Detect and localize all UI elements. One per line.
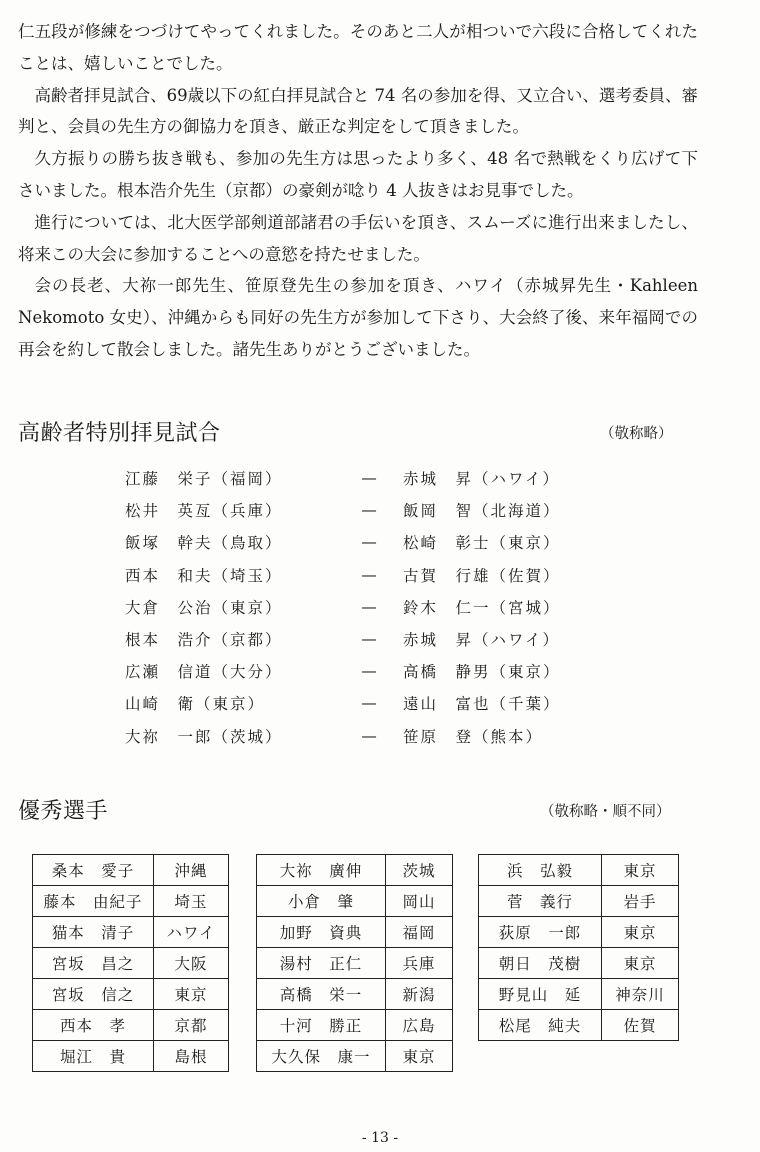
match-row — [125, 687, 585, 719]
athlete-prefecture: 東京 — [386, 1041, 453, 1072]
paragraph: 進行については、北大医学部剣道部諸君の手伝いを頂き、スムーズに進行出来ましたし、将来この大会に参加することへの意慾を持たせました。 — [18, 212, 698, 264]
match-row — [125, 559, 585, 591]
athlete-name: 菅 義行 — [479, 886, 602, 917]
athlete-name: 大久保 康一 — [257, 1041, 386, 1072]
athlete-prefecture: 兵庫 — [386, 948, 453, 979]
athlete-prefecture: 神奈川 — [602, 979, 679, 1010]
elderly-section-title: 高齢者特別拝見試合 — [18, 421, 221, 446]
match-right: 笹原 登（熊本） — [403, 727, 544, 746]
table-row — [33, 948, 229, 979]
athlete-prefecture: 埼玉 — [154, 886, 229, 917]
table-row — [33, 886, 229, 917]
athlete-prefecture: 新潟 — [386, 979, 453, 1010]
match-left: 広瀬 信道（大分） — [125, 663, 283, 682]
athlete-name: 桑本 愛子 — [33, 855, 154, 886]
athlete-name: 荻原 一郎 — [479, 917, 602, 948]
paragraph: 仁五段が修練をつづけてやってくれました。そのあと二人が相ついで六段に合格してくれたことは、嬉しいことでした。 — [18, 22, 698, 73]
paragraph: 久方振りの勝ち抜き戦も、参加の先生方は思ったより多く、48 名で熱戦をくり広げて下さいました。根本浩介先生（京都）の豪剣が唸り 4 人抜きはお見事でした。 — [18, 149, 698, 200]
athlete-prefecture: 沖縄 — [154, 855, 229, 886]
table-row — [479, 948, 679, 979]
match-row — [125, 623, 585, 655]
match-list — [125, 462, 585, 752]
table-row — [479, 917, 679, 948]
paragraph: 高齢者拝見試合、69歳以下の紅白拝見試合と 74 名の参加を得、又立合い、選考委員、審判と、会員の先生方の御協力を頂き、厳正な判定をして頂きました。 — [18, 85, 698, 137]
athlete-prefecture: 岡山 — [386, 886, 453, 917]
athlete-name: 十河 勝正 — [257, 1010, 386, 1041]
table-row — [479, 979, 679, 1010]
athlete-name: 堀江 貴 — [33, 1041, 154, 1072]
match-left: 大祢 一郎（茨城） — [125, 727, 283, 746]
athlete-name: 宮坂 昌之 — [33, 948, 154, 979]
match-dash: — — [361, 469, 377, 488]
table-row — [479, 1010, 679, 1041]
athlete-name: 猫本 清子 — [33, 917, 154, 948]
athlete-name: 松尾 純夫 — [479, 1010, 602, 1041]
athlete-name: 小倉 肇 — [257, 886, 386, 917]
athlete-prefecture: 佐賀 — [602, 1010, 679, 1041]
match-dash: — — [361, 726, 377, 745]
athlete-prefecture: 大阪 — [154, 948, 229, 979]
match-left: 根本 浩介（京都） — [125, 631, 283, 650]
athlete-table-1 — [32, 854, 229, 1072]
table-row — [257, 1010, 453, 1041]
table-row — [479, 886, 679, 917]
match-dash: — — [361, 662, 377, 681]
athlete-prefecture: 茨城 — [386, 855, 453, 886]
match-right: 鈴木 仁一（宮城） — [403, 598, 561, 617]
athlete-name: 朝日 茂樹 — [479, 948, 602, 979]
table-row — [257, 886, 453, 917]
elderly-section-note: （敬称略） — [600, 426, 673, 442]
table-row — [33, 855, 229, 886]
match-right: 古賀 行雄（佐賀） — [403, 566, 561, 585]
athlete-prefecture: 福岡 — [386, 917, 453, 948]
athlete-prefecture: 東京 — [602, 948, 679, 979]
match-row — [125, 462, 585, 494]
match-left: 山崎 衛（東京） — [125, 695, 266, 714]
match-right: 赤城 昇（ハワイ） — [403, 631, 561, 650]
match-dash: — — [361, 533, 377, 552]
excellent-section-note: （敬称略・順不同） — [540, 804, 671, 820]
table-row — [33, 917, 229, 948]
paragraph: 会の長老、大祢一郎先生、笹原登先生の参加を頂き、ハワイ（赤城昇先生・Kahleen Nekomoto 女史）、沖縄からも同好の先生方が参加して下さり、大会終了後、来年福岡での再会を約して散会しました。諸先生ありがとうございました。 — [18, 276, 698, 359]
athlete-name: 野見山 延 — [479, 979, 602, 1010]
athlete-name: 加野 資典 — [257, 917, 386, 948]
athlete-name: 宮坂 信之 — [33, 979, 154, 1010]
match-dash: — — [361, 501, 377, 520]
match-dash: — — [361, 630, 377, 649]
athlete-table-2 — [256, 854, 453, 1072]
match-left: 大倉 公治（東京） — [125, 598, 283, 617]
match-dash: — — [361, 694, 377, 713]
table-row — [33, 1010, 229, 1041]
excellent-section-title: 優秀選手 — [18, 799, 109, 824]
athlete-table-3 — [478, 854, 679, 1041]
athlete-prefecture: 島根 — [154, 1041, 229, 1072]
athlete-prefecture: 東京 — [602, 917, 679, 948]
match-right: 遠山 富也（千葉） — [403, 695, 561, 714]
match-dash: — — [361, 597, 377, 616]
athlete-prefecture: 東京 — [602, 855, 679, 886]
table-row — [257, 855, 453, 886]
match-row — [125, 655, 585, 687]
athlete-name: 浜 弘毅 — [479, 855, 602, 886]
table-row — [257, 948, 453, 979]
match-left: 飯塚 幹夫（鳥取） — [125, 534, 283, 553]
match-right: 高橋 静男（東京） — [403, 663, 561, 682]
table-row — [257, 917, 453, 948]
athlete-prefecture: ハワイ — [154, 917, 229, 948]
match-row — [125, 591, 585, 623]
athlete-name: 湯村 正仁 — [257, 948, 386, 979]
match-left: 西本 和夫（埼玉） — [125, 566, 283, 585]
athlete-name: 藤本 由紀子 — [33, 886, 154, 917]
athlete-name: 西本 孝 — [33, 1010, 154, 1041]
table-row — [257, 1041, 453, 1072]
table-row — [479, 855, 679, 886]
match-row — [125, 720, 585, 752]
athlete-prefecture: 広島 — [386, 1010, 453, 1041]
table-row — [257, 979, 453, 1010]
athlete-name: 大祢 廣伸 — [257, 855, 386, 886]
match-left: 江藤 栄子（福岡） — [125, 470, 283, 489]
table-row — [33, 1041, 229, 1072]
athlete-name: 高橋 栄一 — [257, 979, 386, 1010]
match-left: 松井 英亙（兵庫） — [125, 502, 283, 521]
match-right: 松崎 彰士（東京） — [403, 534, 561, 553]
table-row — [33, 979, 229, 1010]
match-row — [125, 494, 585, 526]
athlete-prefecture: 岩手 — [602, 886, 679, 917]
match-right: 赤城 昇（ハワイ） — [403, 470, 561, 489]
athlete-prefecture: 東京 — [154, 979, 229, 1010]
match-row — [125, 526, 585, 558]
athlete-prefecture: 京都 — [154, 1010, 229, 1041]
match-right: 飯岡 智（北海道） — [403, 502, 561, 521]
body-text — [18, 16, 698, 366]
page-number: - 13 - — [361, 1130, 399, 1146]
match-dash: — — [361, 565, 377, 584]
